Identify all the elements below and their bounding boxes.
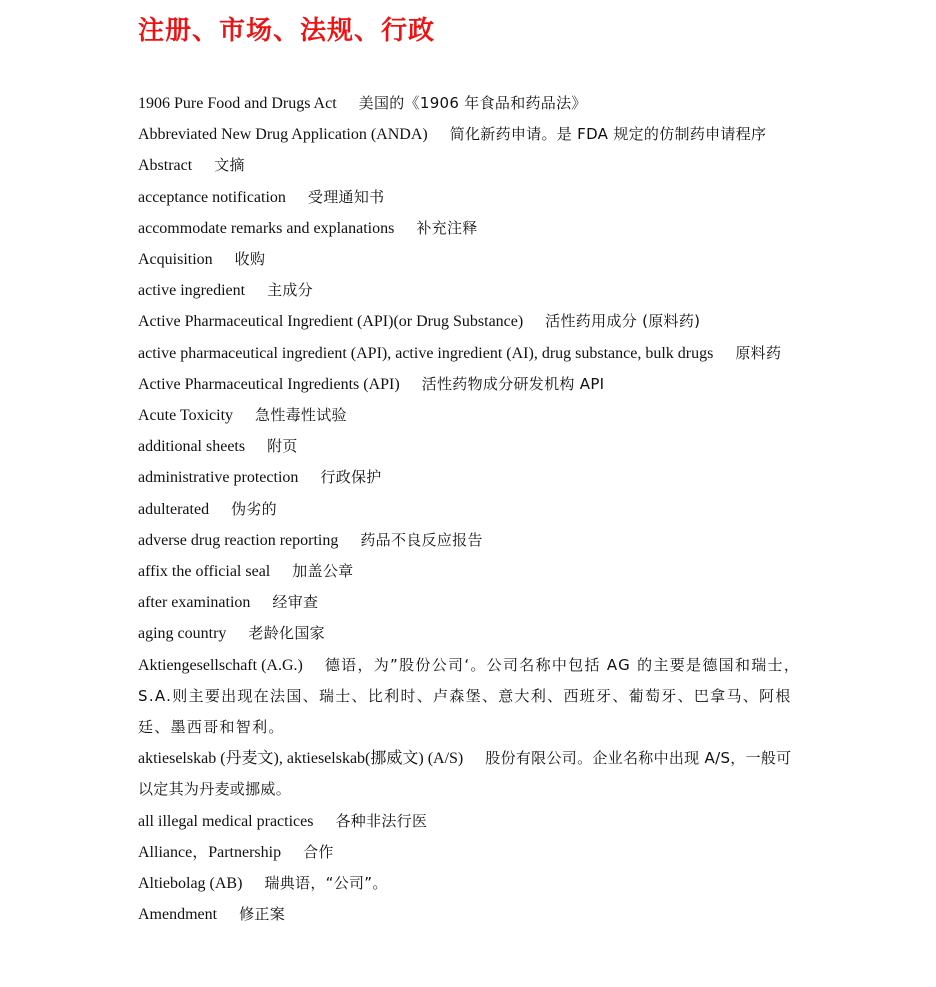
glossary-entry — [138, 306, 806, 337]
glossary-entry — [138, 400, 806, 431]
glossary-entry — [138, 556, 806, 587]
entry-term: Abbreviated New Drug Application (ANDA) — [138, 126, 428, 144]
glossary-entry — [138, 618, 806, 649]
entry-definition: 各种非法行医 — [335, 811, 428, 830]
glossary-entry — [138, 587, 806, 618]
entry-term: Acute Toxicity — [138, 407, 234, 425]
entry-term: acceptance notification — [138, 188, 286, 206]
glossary-entry — [138, 150, 806, 181]
glossary-entry — [138, 868, 806, 899]
entry-definition: 股份有限公司。企业名称中出现 A/S，一般可以定其为丹麦或挪威。 — [138, 749, 792, 799]
glossary-entry — [138, 525, 806, 556]
glossary-entry — [138, 338, 806, 369]
entry-term: Active Pharmaceutical Ingredient (API)(or Drug Substance) — [138, 313, 524, 331]
entry-definition: 美国的《1906 年食品和药品法》 — [358, 94, 587, 112]
glossary-entry — [138, 743, 806, 805]
glossary-entry — [138, 431, 806, 462]
entry-definition: 附页 — [267, 437, 298, 456]
entry-term: administrative protection — [138, 469, 299, 487]
entry-definition: 修正案 — [239, 905, 285, 924]
entry-definition: 加盖公章 — [292, 562, 354, 581]
entry-term: aktieselskab (丹麦文), aktieselskab(挪威文) (A/S) — [138, 750, 464, 768]
glossary-entry — [138, 244, 806, 275]
entry-term: Altiebolag (AB) — [138, 875, 243, 893]
entry-term: adulterated — [138, 500, 210, 518]
entry-definition: 德语，为”股份公司‘。公司名称中包括 AG 的主要是德国和瑞士，S.A.则主要出现在法国、瑞士、比利时、卢森堡、意大利、西班牙、葡萄牙、巴拿马、阿根廷、墨西哥和智利。 — [138, 655, 801, 737]
entry-term: active ingredient — [138, 282, 246, 300]
entry-term: aging country — [138, 625, 227, 643]
entry-definition: 原料药 — [735, 343, 782, 362]
glossary-entry — [138, 369, 806, 400]
entry-definition: 主成分 — [267, 281, 313, 300]
glossary-entry — [138, 899, 806, 930]
glossary-list — [138, 88, 806, 930]
entry-term: affix the official seal — [138, 563, 271, 581]
entry-term: Amendment — [138, 906, 218, 924]
entry-definition: 老龄化国家 — [248, 624, 325, 643]
glossary-entry — [138, 213, 806, 244]
entry-term: Acquisition — [138, 251, 213, 269]
entry-term: Alliance，Partnership — [138, 843, 282, 861]
entry-definition: 行政保护 — [320, 468, 382, 487]
entry-definition: 合作 — [303, 842, 334, 861]
entry-term: Abstract — [138, 157, 193, 175]
entry-definition: 文摘 — [214, 156, 245, 175]
entry-term: after examination — [138, 594, 251, 612]
entry-term: additional sheets — [138, 438, 246, 456]
entry-definition: 经审查 — [272, 593, 319, 612]
entry-term: 1906 Pure Food and Drugs Act — [138, 95, 337, 112]
entry-term: Active Pharmaceutical Ingredients (API) — [138, 375, 400, 393]
entry-term: Aktiengesellschaft (A.G.) — [138, 656, 303, 674]
entry-definition: 伪劣的 — [231, 499, 277, 518]
entry-definition: 急性毒性试验 — [255, 406, 347, 425]
entry-term: adverse drug reaction reporting — [138, 531, 339, 549]
entry-term: accommodate remarks and explanations — [138, 219, 395, 237]
glossary-entry — [138, 837, 806, 868]
entry-definition: 收购 — [234, 250, 266, 269]
entry-definition: 受理通知书 — [307, 187, 385, 206]
entry-definition: 活性药物成分研发机构 API — [421, 374, 605, 393]
glossary-entry — [138, 462, 806, 493]
entry-definition: 补充注释 — [416, 218, 478, 237]
entry-term: all illegal medical practices — [138, 812, 314, 830]
entry-term: active pharmaceutical ingredient (API), active ingredient (AI), drug substance, bulk drugs — [138, 344, 714, 362]
glossary-entry — [138, 182, 806, 213]
glossary-entry — [138, 806, 806, 837]
entry-definition: 瑞典语，“公司”。 — [264, 874, 388, 893]
entry-definition: 活性药用成分 (原料药) — [545, 312, 701, 331]
glossary-entry — [138, 275, 806, 306]
glossary-entry — [138, 650, 806, 744]
glossary-entry — [138, 119, 806, 150]
glossary-entry — [138, 494, 806, 525]
glossary-entry — [138, 88, 806, 119]
entry-definition: 药品不良反应报告 — [360, 530, 483, 549]
entry-definition: 简化新药申请。是 FDA 规定的仿制药申请程序 — [449, 125, 767, 144]
page-title: 注册、市场、法规、行政 — [138, 16, 436, 46]
